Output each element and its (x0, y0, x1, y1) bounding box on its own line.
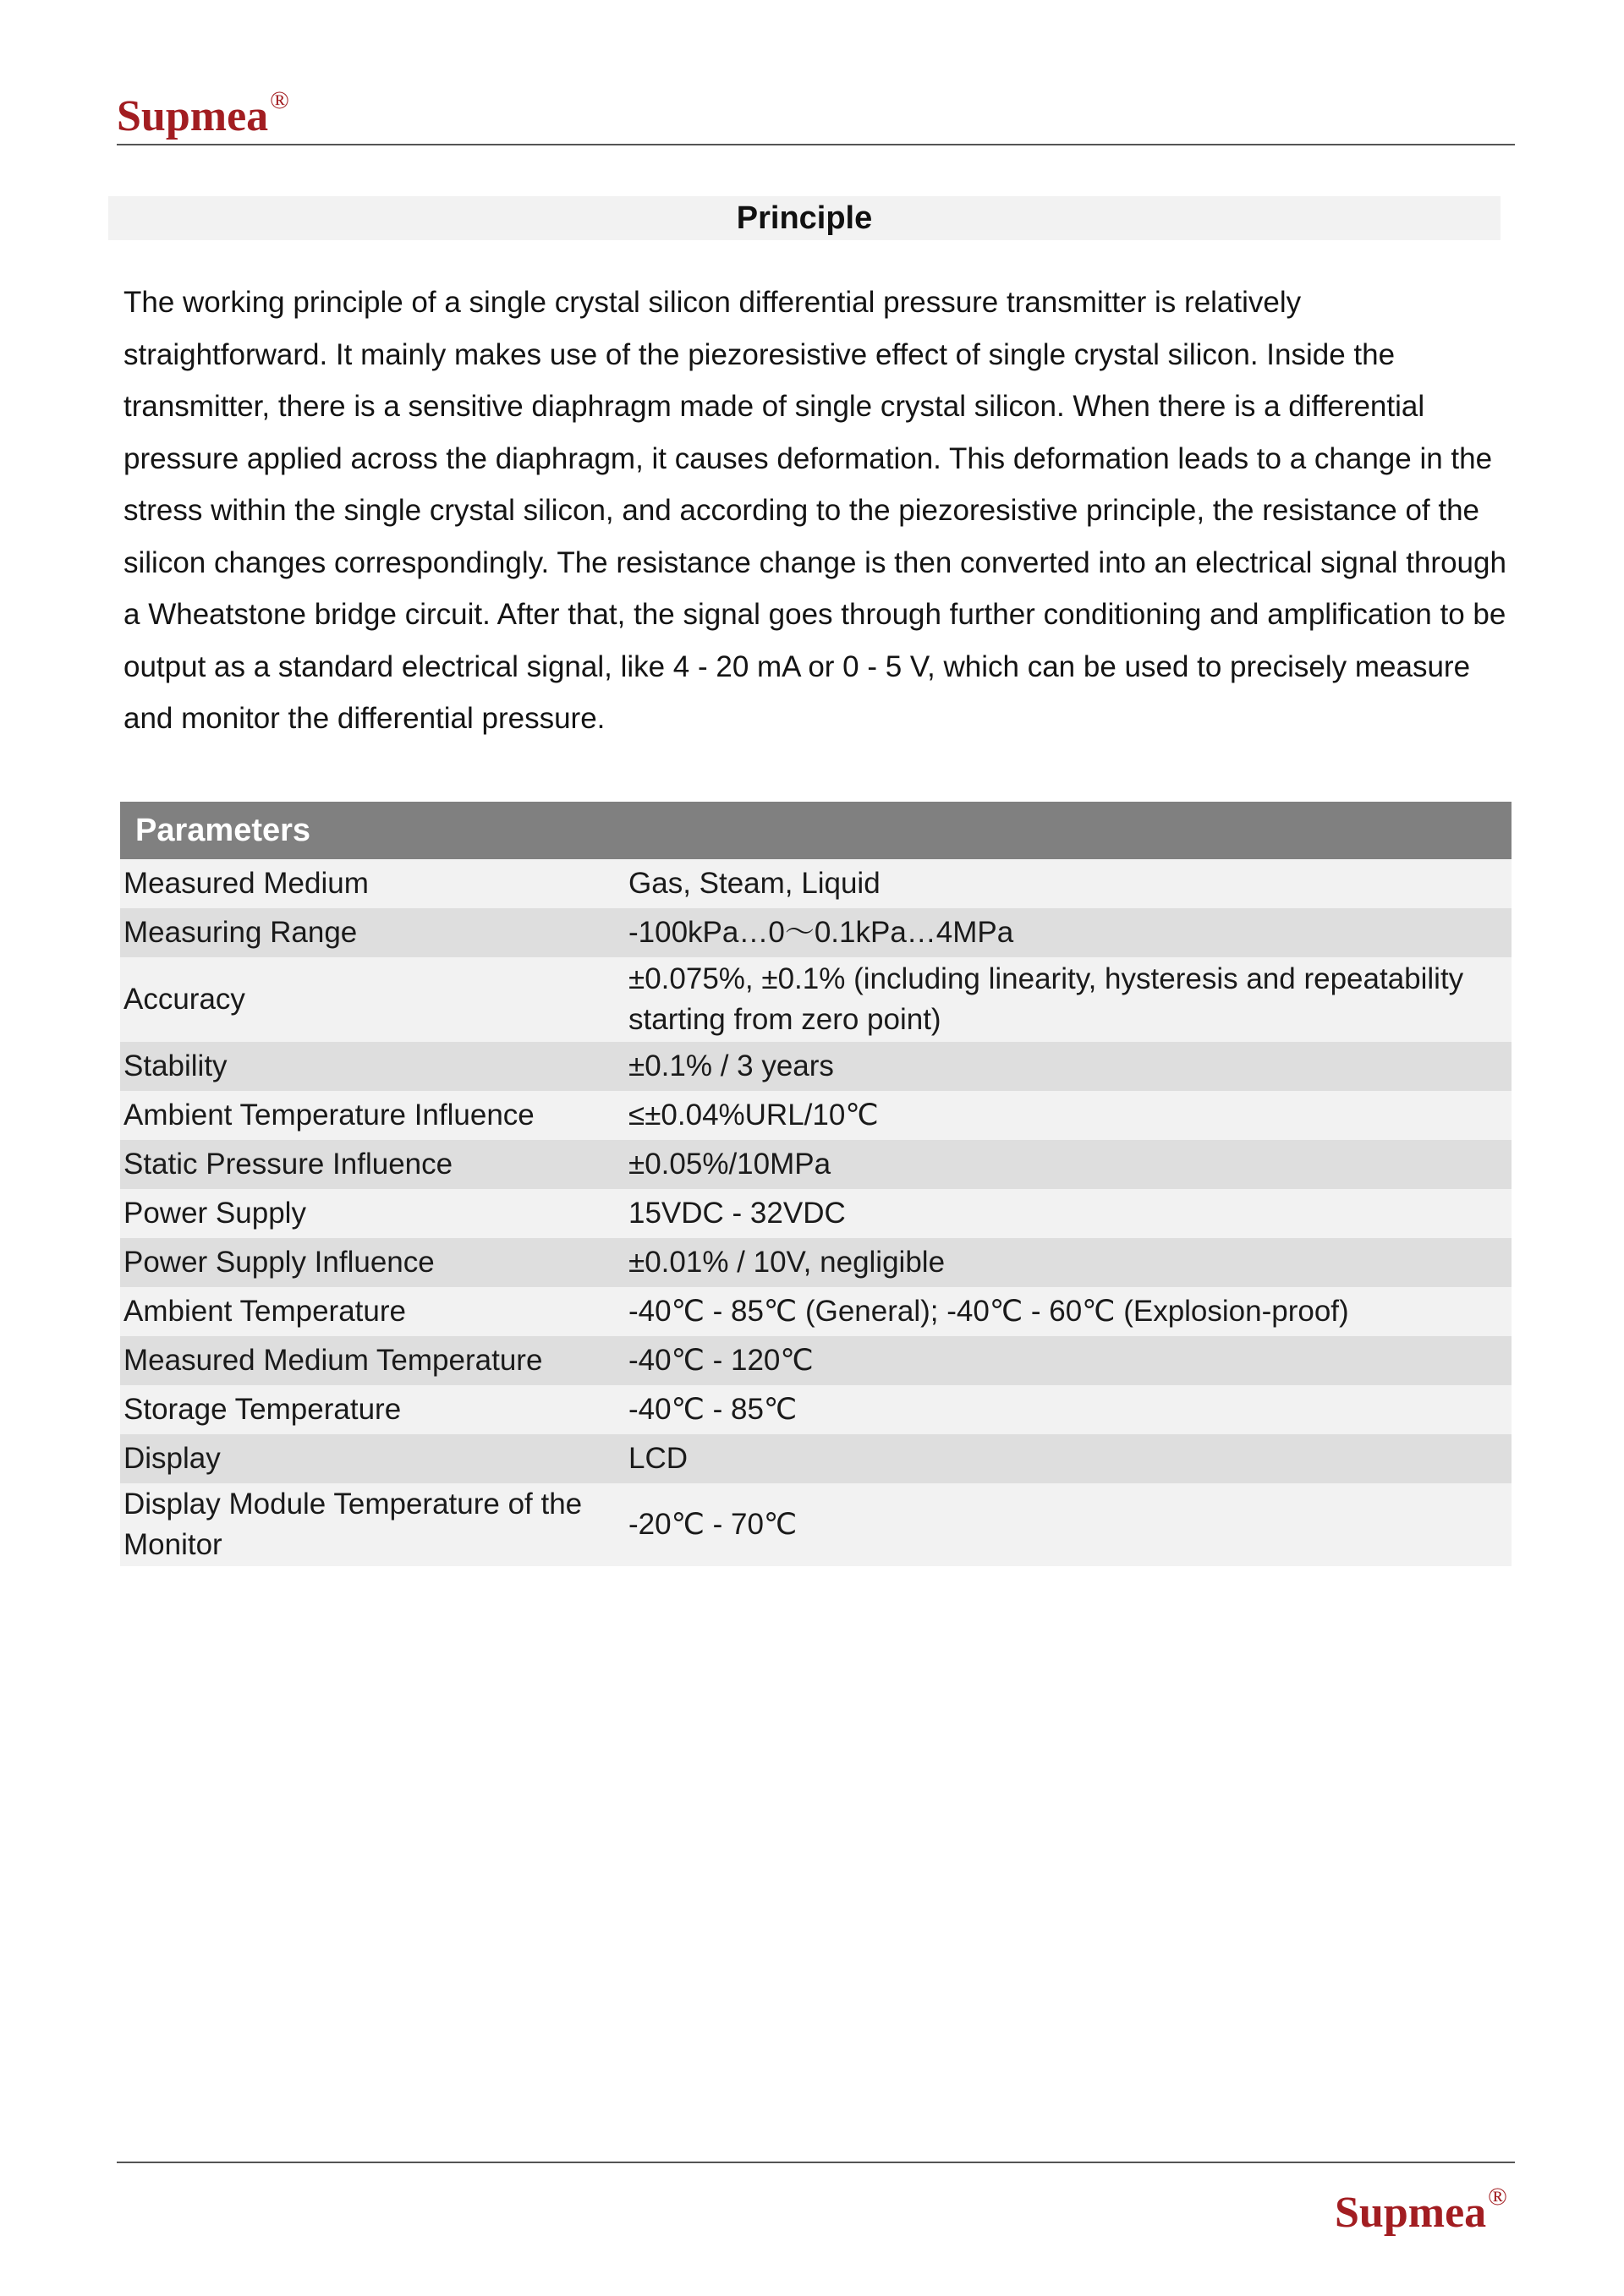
table-row (120, 1434, 1512, 1483)
footer-brand-name: Supmea (1335, 2189, 1487, 2237)
header-registered-mark: ® (270, 86, 289, 114)
param-value: Gas, Steam, Liquid (623, 859, 1512, 908)
header-brand-name: Supmea (117, 92, 269, 140)
param-value: -20℃ - 70℃ (623, 1483, 1512, 1566)
footer-divider (117, 2162, 1515, 2163)
table-row (120, 1336, 1512, 1385)
param-value: ±0.05%/10MPa (623, 1140, 1512, 1189)
header-divider (117, 144, 1515, 145)
principle-body: The working principle of a single crystal silicon differential pressure transmitter is relatively straightforward. It mainly makes use of the piezoresistive effect of single crystal silicon. Inside the transmitter, there is a sensitive diaphragm made of single crystal silicon. When there is a differential pressure applied across the diaphragm, it causes deformation. This deformation leads to a change in the stress within the single crystal silicon, and according to the piezoresistive principle, the resistance of the silicon changes correspondingly. The resistance change is then converted into an electrical signal through a Wheatstone bridge circuit. After that, the signal goes through further conditioning and amplification to be output as a standard electrical signal, like 4 - 20 mA or 0 - 5 V, which can be used to precisely measure and monitor the differential pressure. (123, 286, 1506, 735)
table-row (120, 1140, 1512, 1189)
param-value: ≤±0.04%URL/10℃ (623, 1091, 1512, 1140)
table-row (120, 1042, 1512, 1091)
parameters-header-row (120, 802, 1512, 859)
table-row (120, 859, 1512, 908)
param-label: Static Pressure Influence (120, 1140, 623, 1189)
param-label: Accuracy (120, 957, 623, 1042)
param-label: Display Module Temperature of the Monitor (120, 1483, 623, 1566)
parameters-table (120, 802, 1512, 1566)
param-label: Ambient Temperature Influence (120, 1091, 623, 1140)
param-value: 15VDC - 32VDC (623, 1189, 1512, 1238)
param-label: Ambient Temperature (120, 1287, 623, 1336)
table-row (120, 1287, 1512, 1336)
footer-brand-logo (1335, 2184, 1507, 2235)
param-value: -40℃ - 85℃ (General); -40℃ - 60℃ (Explosion-proof) (623, 1287, 1512, 1336)
param-label: Display (120, 1434, 623, 1483)
param-value: ±0.1% / 3 years (623, 1042, 1512, 1091)
param-label: Storage Temperature (120, 1385, 623, 1434)
principle-title: Principle (736, 200, 873, 236)
header-brand-logo (117, 88, 289, 139)
table-row (120, 1385, 1512, 1434)
param-label: Stability (120, 1042, 623, 1091)
param-label: Power Supply Influence (120, 1238, 623, 1287)
footer-registered-mark: ® (1488, 2183, 1507, 2211)
param-label: Measured Medium (120, 859, 623, 908)
table-row (120, 1483, 1512, 1566)
table-row (120, 1189, 1512, 1238)
param-value: ±0.075%, ±0.1% (including linearity, hysteresis and repeatability starting from zero point) (623, 957, 1512, 1042)
table-row (120, 957, 1512, 1042)
table-row (120, 1238, 1512, 1287)
param-value: ±0.01% / 10V, negligible (623, 1238, 1512, 1287)
param-value: -40℃ - 85℃ (623, 1385, 1512, 1434)
param-value: LCD (623, 1434, 1512, 1483)
table-row (120, 1091, 1512, 1140)
param-label: Measured Medium Temperature (120, 1336, 623, 1385)
param-label: Measuring Range (120, 908, 623, 957)
param-label: Power Supply (120, 1189, 623, 1238)
param-value: -40℃ - 120℃ (623, 1336, 1512, 1385)
param-value: -100kPa…0～0.1kPa…4MPa (623, 908, 1512, 957)
table-row (120, 908, 1512, 957)
principle-heading-bar (108, 196, 1501, 240)
parameters-title: Parameters (120, 802, 1512, 859)
